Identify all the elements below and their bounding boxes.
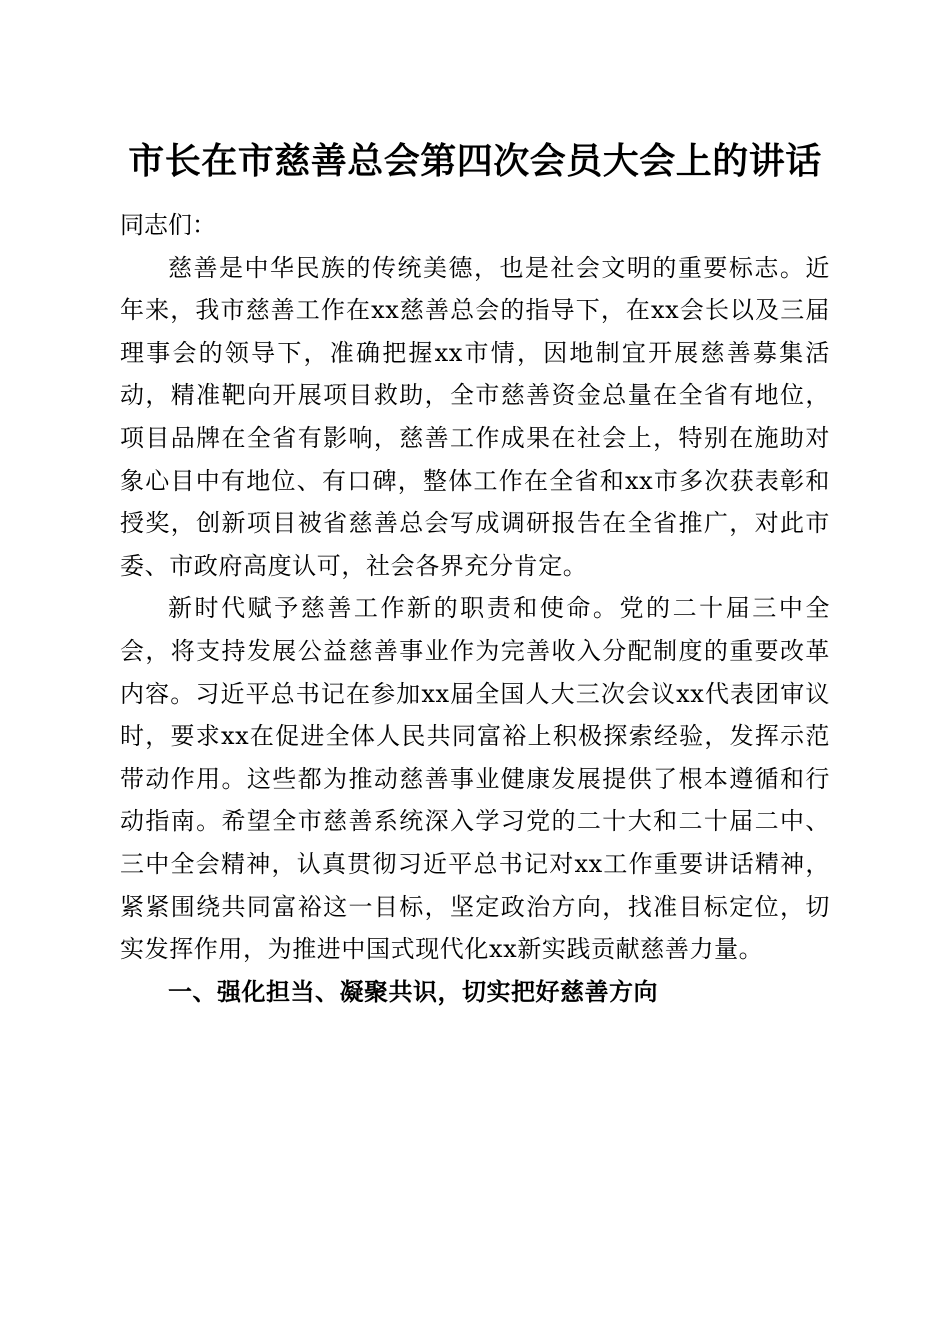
section-heading: 一、强化担当、凝聚共识，切实把好慈善方向 [168,977,658,1006]
document-body [120,204,830,1013]
salutation: 同志们： [120,211,216,239]
document-title: 市长在市慈善总会第四次会员大会上的讲话 [128,140,822,182]
paragraph-2: 新时代赋予慈善工作新的职责和使命。党的二十届三中全会，将支持发展公益慈善事业作为完善收入分配制度的重要改革内容。习近平总书记在参加xx届全国人大三次会议xx代表团审议时，要求xx在促进全体人民共同富裕上积极探索经验，发挥示范带动作用。这些都为推动慈善事业健康发展提供了根本遵循和行动指南。希望全市慈善系统深入学习党的二十大和二十届二中、三中全会精神，认真贯彻习近平总书记对xx工作重要讲话精神，紧紧围绕共同富裕这一目标，坚定政治方向，找准目标定位，切实发挥作用，为推进中国式现代化xx新实践贡献慈善力量。 [120,594,830,964]
paragraph-1: 慈善是中华民族的传统美德，也是社会文明的重要标志。近年来，我市慈善工作在xx慈善总会的指导下，在xx会长以及三届理事会的领导下，准确把握xx市情，因地制宜开展慈善募集活动，精准靶向开展项目救助，全市慈善资金总量在全省有地位，项目品牌在全省有影响，慈善工作成果在社会上，特别在施助对象心目中有地位、有口碑，整体工作在全省和xx市多次获表彰和授奖，创新项目被省慈善总会写成调研报告在全省推广，对此市委、市政府高度认可，社会各界充分肯定。 [120,253,830,580]
